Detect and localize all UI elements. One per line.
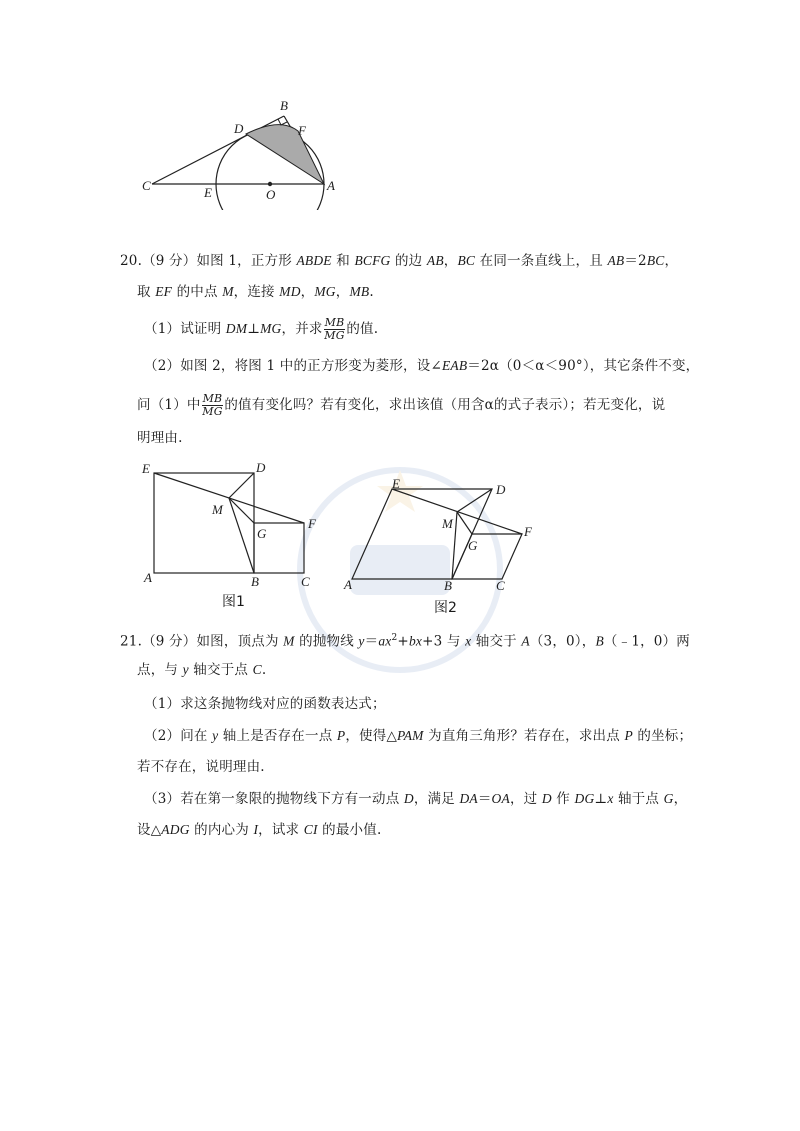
fig1-label-F: F xyxy=(308,516,316,531)
label-A: A xyxy=(327,178,335,193)
q21-text: 若不存在，说明理由. xyxy=(137,759,265,775)
q21-var: I xyxy=(253,822,259,837)
q20-var: MG xyxy=(314,284,336,299)
label-C: C xyxy=(142,178,151,193)
q20-number: 20. xyxy=(120,253,143,269)
fig1-label-C: C xyxy=(301,574,310,588)
q20-text: ⊥ xyxy=(247,321,261,337)
fig2-label-E: E xyxy=(392,476,400,491)
fraction-mb-mg xyxy=(324,317,346,342)
q20-part2-cont xyxy=(137,393,665,418)
q20-text: ， xyxy=(300,284,315,300)
q20-text: 的值有变化吗？若有变化，求出该值（用含α的式子表示）；若无变化，说 xyxy=(224,397,666,413)
q21-var: x xyxy=(607,791,614,806)
q21-text: . xyxy=(261,662,267,678)
q21-var: A xyxy=(521,633,530,649)
fig2-label-F: F xyxy=(524,524,532,539)
q21-text: 为直角三角形？若存在，求出点 xyxy=(423,728,625,744)
q20-var: ABDE xyxy=(296,253,332,268)
label-O: O xyxy=(266,187,276,202)
fraction-denominator: MG xyxy=(324,329,345,342)
fig2-label-C: C xyxy=(496,578,505,593)
q21-text: ，试求 xyxy=(258,822,304,838)
q20-text: 在同一条直线上，且 xyxy=(475,253,608,269)
q21-var: P xyxy=(624,728,633,743)
label-D: D xyxy=(234,121,244,136)
q20-var: MG xyxy=(260,321,282,336)
q20-var: EAB xyxy=(441,358,468,373)
q21-text: 作 xyxy=(551,791,575,807)
q21-var: M xyxy=(283,633,295,649)
fig2-label-A: A xyxy=(344,577,352,592)
q20-text: 明理由. xyxy=(137,430,183,446)
q20-text: ， xyxy=(664,253,679,269)
q20-var: DM xyxy=(225,321,248,336)
fig2-label-B: B xyxy=(444,578,452,593)
q20-text: ， xyxy=(335,284,350,300)
q20-text: （1）试证明 xyxy=(144,321,226,337)
q21-var: x xyxy=(465,633,472,649)
q20-text: ＝2 xyxy=(624,253,647,269)
q21-part3-cont xyxy=(137,820,381,840)
q20-line1 xyxy=(120,251,678,271)
q20-text: ，并求 xyxy=(281,321,323,337)
q21-line2 xyxy=(137,660,266,680)
q20-text: 的中点 xyxy=(172,284,223,300)
q21-var: D xyxy=(403,791,414,806)
q21-var: DA xyxy=(459,791,478,806)
q20-text: 的值. xyxy=(346,321,379,337)
q21-text: ⊥ xyxy=(594,791,608,807)
fig1-caption: 图1 xyxy=(222,594,245,610)
fig1-label-B: B xyxy=(251,574,259,588)
q21-text: 的最小值. xyxy=(317,822,382,838)
q21-text: ，使得△ xyxy=(345,728,398,744)
q20-var: BC xyxy=(457,253,476,268)
q20-var: BCFG xyxy=(354,253,391,268)
q21-text: 点，与 xyxy=(137,662,183,678)
q20-score: （9 分） xyxy=(142,253,197,269)
q21-text: 轴交于 xyxy=(471,633,522,650)
q20-var: AB xyxy=(607,253,625,268)
q21-text: 的内心为 xyxy=(189,822,254,838)
q21-text: ，满足 xyxy=(413,791,460,807)
q20-var: MB xyxy=(349,284,370,299)
q21-text: （2）问在 xyxy=(144,728,213,744)
q20-text: ，连接 xyxy=(233,284,280,300)
fig1-label-E: E xyxy=(142,461,150,476)
label-B: B xyxy=(280,98,288,113)
fig1-label-M: M xyxy=(212,502,223,517)
figure-circle xyxy=(130,95,350,210)
q21-text: 轴于点 xyxy=(613,791,664,807)
q21-var: DG xyxy=(574,791,595,806)
q21-text: 的抛物线 xyxy=(294,633,359,650)
q21-text: 轴交于点 xyxy=(188,662,253,678)
q21-var: D xyxy=(541,791,552,806)
q20-text: 如图 1，正方形 xyxy=(196,253,297,269)
q21-superscript: 2 xyxy=(391,633,398,643)
q21-score: （9 分） xyxy=(142,633,197,650)
q20-var: EF xyxy=(155,284,173,299)
q21-text: 如图，顶点为 xyxy=(196,633,284,650)
fig2-label-G: G xyxy=(468,538,478,553)
q21-var: B xyxy=(595,633,604,649)
q21-var: P xyxy=(336,728,346,743)
q20-text: . xyxy=(369,284,374,300)
fig2-caption: 图2 xyxy=(434,600,457,616)
q20-var: BC xyxy=(646,253,665,268)
figure-1 xyxy=(140,458,330,588)
q21-var: ax xyxy=(378,633,392,649)
q21-line1 xyxy=(120,628,690,652)
q21-text: （3）若在第一象限的抛物线下方有一动点 xyxy=(144,791,404,807)
q21-var: PAM xyxy=(397,728,424,743)
q21-text: ， xyxy=(673,791,688,807)
q21-text: + xyxy=(397,633,409,650)
q21-text: （﹣1，0）两 xyxy=(603,633,690,650)
q20-line2 xyxy=(137,282,374,302)
q21-var: G xyxy=(663,791,674,806)
q20-part2 xyxy=(144,356,699,376)
q21-part1 xyxy=(144,694,386,714)
q21-text: 的坐标； xyxy=(632,728,693,744)
fraction-denominator: MG xyxy=(202,405,223,418)
q21-var: C xyxy=(252,662,262,677)
q20-text: ， xyxy=(443,253,458,269)
q20-part2-end xyxy=(137,428,183,448)
q20-var: AB xyxy=(426,253,444,268)
fraction-numerator: MB xyxy=(202,392,223,405)
label-F: F xyxy=(298,123,306,138)
q21-part2 xyxy=(144,726,692,746)
q20-part1 xyxy=(144,317,378,342)
fraction-numerator: MB xyxy=(324,316,345,329)
label-E: E xyxy=(204,185,212,200)
q21-var: y xyxy=(182,662,189,677)
figure-2 xyxy=(340,476,540,596)
q20-text: 和 xyxy=(331,253,355,269)
q20-text: ＝2α（0＜α＜90°），其它条件不变， xyxy=(467,358,700,374)
q20-var: M xyxy=(222,284,234,299)
q21-var: y xyxy=(358,633,365,649)
q20-var: MD xyxy=(279,284,301,299)
q21-var: y xyxy=(212,728,219,743)
q21-text: ，过 xyxy=(509,791,542,807)
q21-text: 设△ xyxy=(137,822,162,838)
q21-var: CI xyxy=(303,822,318,837)
fig1-label-A: A xyxy=(144,570,152,585)
fraction-mb-mg xyxy=(202,393,224,418)
q21-text: 轴上是否存在一点 xyxy=(218,728,337,744)
q21-var: OA xyxy=(491,791,510,806)
q21-part2-cont xyxy=(137,757,265,777)
q20-text: 问（1）中 xyxy=(137,397,201,413)
fig1-label-G: G xyxy=(257,526,267,541)
q21-text: +3 与 xyxy=(422,633,466,650)
q21-text: ＝ xyxy=(364,633,379,650)
q21-part3 xyxy=(144,789,687,809)
q20-text: （2）如图 2，将图 1 中的正方形变为菱形，设∠ xyxy=(144,358,442,374)
q21-text: （1）求这条抛物线对应的函数表达式； xyxy=(144,696,386,712)
fig2-label-D: D xyxy=(496,482,506,497)
q21-number: 21. xyxy=(120,633,143,650)
q20-text: 的边 xyxy=(390,253,427,269)
fig1-label-D: D xyxy=(256,460,266,475)
q21-var: bx xyxy=(408,633,423,649)
q21-var: ADG xyxy=(161,822,190,837)
fig2-label-M: M xyxy=(442,516,453,531)
q21-text: ＝ xyxy=(477,791,492,807)
q21-text: （3，0）， xyxy=(529,633,596,650)
q20-text: 取 xyxy=(137,284,156,300)
